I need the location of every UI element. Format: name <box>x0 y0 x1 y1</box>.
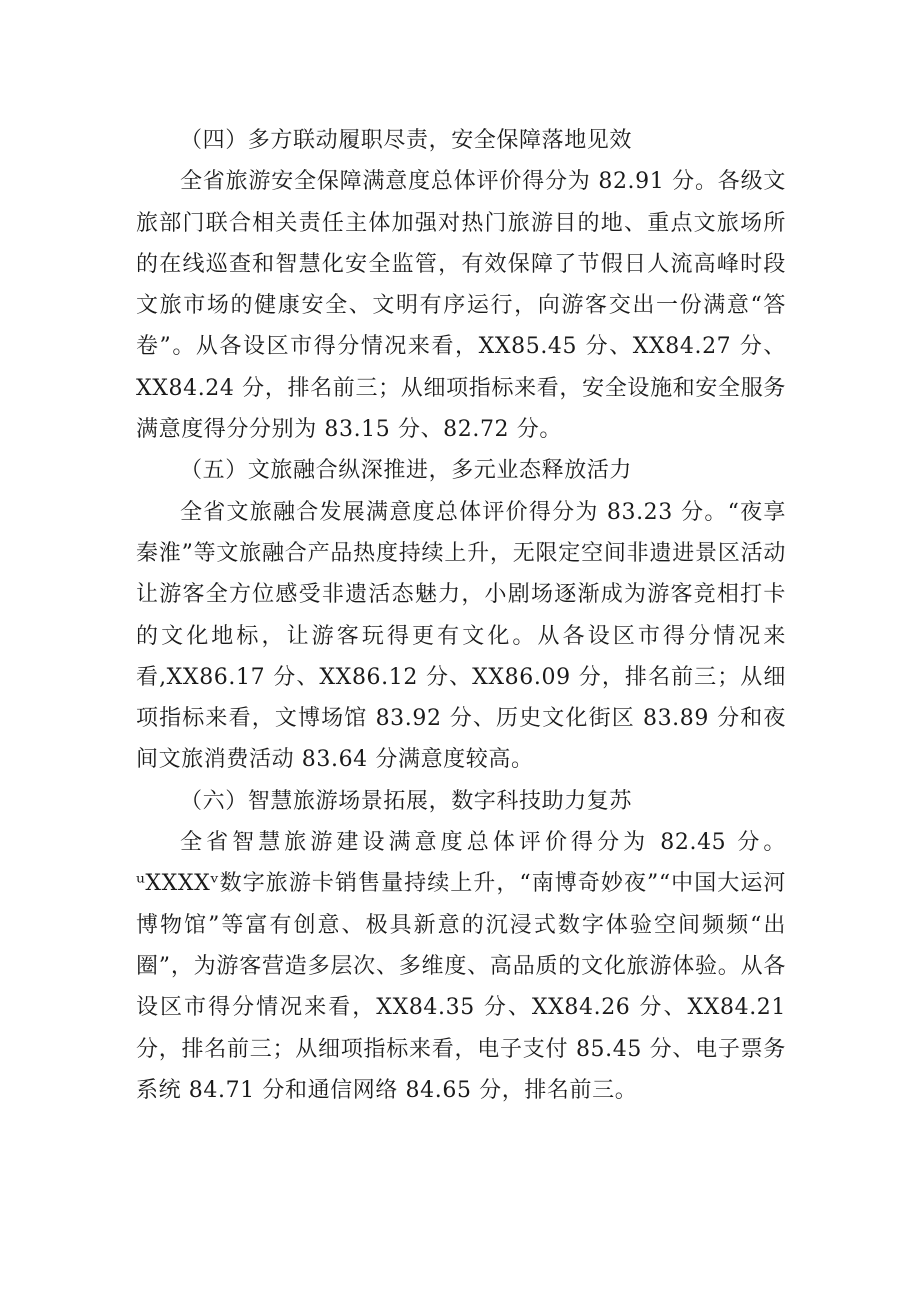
section-paragraph-5: 全省文旅融合发展满意度总体评价得分为 83.23 分。“夜享秦淮”等文旅融合产品热度持续上升，无限定空间非遗进景区活动让游客全方位感受非遗活态魅力，小剧场逐渐成为游客竞相打卡的文化地标，让游客玩得更有文化。从各设区市得分情况来看,XX86.17 分、XX86.12 分、XX86.09 分，排名前三；从细项指标来看，文博场馆 83.92 分、历史文化街区 83.89 分和夜间文旅消费活动 83.64 分满意度较高。 <box>136 499 786 773</box>
section-heading-6: （六）智慧旅游场景拓展，数字科技助力复苏 <box>180 788 633 814</box>
section-paragraph-6: 全省智慧旅游建设满意度总体评价得分为 82.45 分。ᵘXXXXᵛ数字旅游卡销售量持续上升，“南博奇妙夜”“中国大运河博物馆”等富有创意、极具新意的沉浸式数字体验空间频频“出圈”，为游客营造多层次、多维度、高品质的文化旅游体验。从各设区市得分情况来看，XX84.35 分、XX84.26 分、XX84.21 分，排名前三；从细项指标来看，电子支付 85.45 分、电子票务系统 84.71 分和通信网络 84.65 分，排名前三。 <box>136 830 786 1103</box>
section-paragraph-4: 全省旅游安全保障满意度总体评价得分为 82.91 分。各级文旅部门联合相关责任主体加强对热门旅游目的地、重点文旅场所的在线巡查和智慧化安全监管，有效保障了节假日人流高峰时段文旅市场的健康安全、文明有序运行，向游客交出一份满意“答卷”。从各设区市得分情况来看，XX85.45 分、XX84.27 分、XX84.24 分，排名前三；从细项指标来看，安全设施和安全服务满意度得分分别为 83.15 分、82.72 分。 <box>136 169 786 443</box>
section-heading-5: （五）文旅融合纵深推进，多元业态释放活力 <box>180 458 633 484</box>
document-body <box>136 120 786 1111</box>
section-heading-4: （四）多方联动履职尽责，安全保障落地见效 <box>180 128 633 153</box>
